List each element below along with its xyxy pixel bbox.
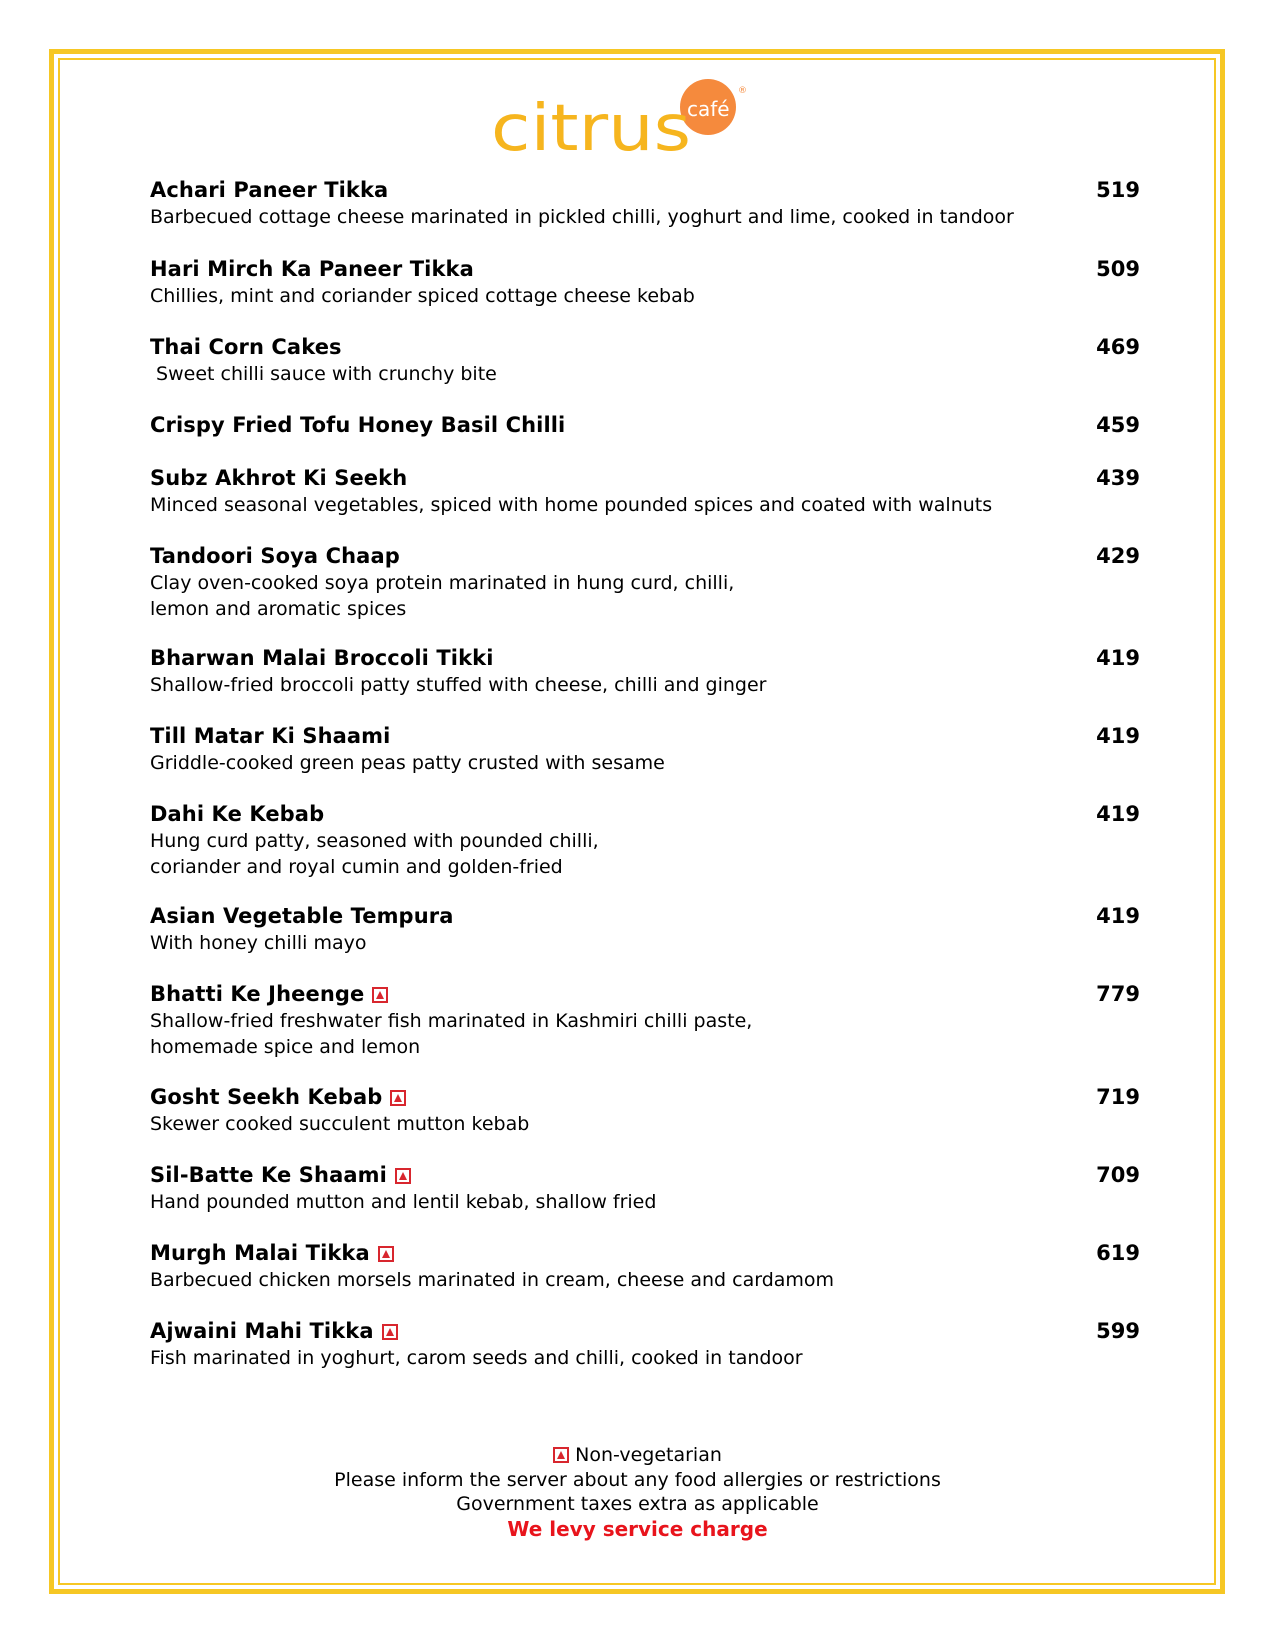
item-description-line: Fish marinated in yoghurt, carom seeds and chilli, cooked in tandoor <box>150 1347 803 1369</box>
item-name-text: Dahi Ke Kebab <box>150 802 325 826</box>
menu-item <box>150 723 1140 776</box>
nonveg-icon <box>378 1246 394 1262</box>
item-name-text: Gosht Seekh Kebab <box>150 1085 383 1109</box>
item-name <box>150 334 1090 361</box>
item-price: 419 <box>1096 646 1140 670</box>
item-name <box>150 465 1090 492</box>
tax-note: Government taxes extra as applicable <box>456 1493 819 1515</box>
item-description <box>150 1111 1090 1137</box>
menu-item <box>150 903 1140 956</box>
item-description <box>150 1008 1090 1060</box>
item-price: 469 <box>1096 335 1140 359</box>
item-price: 419 <box>1096 904 1140 928</box>
legend <box>0 1443 1275 1467</box>
item-name-text: Sil-Batte Ke Shaami <box>150 1163 387 1187</box>
logo-registered-mark: ® <box>738 86 747 96</box>
item-name-text: Hari Mirch Ka Paneer Tikka <box>150 257 474 281</box>
item-description <box>150 492 1090 518</box>
item-price: 709 <box>1096 1163 1140 1187</box>
item-description-line: Barbecued cottage cheese marinated in pickled chilli, yoghurt and lime, cooked in tandoor <box>150 206 1014 228</box>
service-charge-note: We levy service charge <box>507 1517 768 1541</box>
item-name <box>150 1084 1090 1111</box>
menu-item <box>150 256 1140 309</box>
item-name-text: Bharwan Malai Broccoli Tikki <box>150 646 494 670</box>
item-price: 509 <box>1096 257 1140 281</box>
item-name-text: Subz Akhrot Ki Seekh <box>150 466 408 490</box>
item-name-text: Till Matar Ki Shaami <box>150 724 391 748</box>
item-name-text: Asian Vegetable Tempura <box>150 904 454 928</box>
item-description-line: Barbecued chicken morsels marinated in cream, cheese and cardamom <box>150 1269 835 1291</box>
nonveg-icon <box>553 1447 569 1463</box>
menu-item <box>150 334 1140 387</box>
item-description-line: Shallow-fried broccoli patty stuffed with cheese, chilli and ginger <box>150 674 767 696</box>
item-name <box>150 801 1090 828</box>
item-description <box>150 672 1090 698</box>
logo-badge-text: café <box>687 97 730 121</box>
item-description <box>150 750 1090 776</box>
item-description <box>150 204 1090 230</box>
item-description <box>150 930 1090 956</box>
item-description-line: coriander and royal cumin and golden-fried <box>150 856 563 878</box>
item-price: 619 <box>1096 1241 1140 1265</box>
item-price: 779 <box>1096 982 1140 1006</box>
menu-item <box>150 1084 1140 1137</box>
item-price: 419 <box>1096 724 1140 748</box>
item-name-text: Achari Paneer Tikka <box>150 178 389 202</box>
item-description-line: Skewer cooked succulent mutton kebab <box>150 1113 530 1135</box>
item-description-line: homemade spice and lemon <box>150 1036 421 1058</box>
item-name-text: Ajwaini Mahi Tikka <box>150 1319 374 1343</box>
item-name <box>150 412 1090 439</box>
item-price: 719 <box>1096 1085 1140 1109</box>
item-name <box>150 981 1090 1008</box>
item-description-line: Sweet chilli sauce with crunchy bite <box>150 363 497 385</box>
menu-item <box>150 412 1140 439</box>
item-name <box>150 543 1090 570</box>
nonveg-icon <box>395 1168 411 1184</box>
item-price: 429 <box>1096 544 1140 568</box>
item-price: 419 <box>1096 802 1140 826</box>
menu-item <box>150 981 1140 1060</box>
item-description-line: With honey chilli mayo <box>150 932 367 954</box>
item-price: 439 <box>1096 466 1140 490</box>
item-price: 459 <box>1096 413 1140 437</box>
legend-label: Non-vegetarian <box>575 1444 722 1466</box>
item-name-text: Crispy Fried Tofu Honey Basil Chilli <box>150 413 566 437</box>
allergy-note: Please inform the server about any food allergies or restrictions <box>334 1469 941 1491</box>
item-name <box>150 256 1090 283</box>
item-description-line: Chillies, mint and coriander spiced cottage cheese kebab <box>150 285 695 307</box>
citrus-cafe-logo <box>491 72 765 172</box>
menu-item <box>150 1318 1140 1371</box>
item-price: 519 <box>1096 178 1140 202</box>
item-description <box>150 570 1090 622</box>
item-price: 599 <box>1096 1319 1140 1343</box>
nonveg-icon <box>372 987 388 1003</box>
item-description-line: Hung curd patty, seasoned with pounded chilli, <box>150 830 599 852</box>
item-description <box>150 1189 1090 1215</box>
menu-item <box>150 645 1140 698</box>
item-name-text: Tandoori Soya Chaap <box>150 544 400 568</box>
item-name <box>150 903 1090 930</box>
item-name-text: Thai Corn Cakes <box>150 335 342 359</box>
item-name <box>150 723 1090 750</box>
item-description-line: Clay oven-cooked soya protein marinated in hung curd, chilli, <box>150 572 735 594</box>
item-description <box>150 1267 1090 1293</box>
item-description-line: Shallow-fried freshwater fish marinated in Kashmiri chilli paste, <box>150 1010 753 1032</box>
item-description-line: Minced seasonal vegetables, spiced with home pounded spices and coated with walnuts <box>150 494 993 516</box>
menu-item <box>150 1240 1140 1293</box>
nonveg-icon <box>382 1324 398 1340</box>
item-description-line: Griddle-cooked green peas patty crusted with sesame <box>150 752 665 774</box>
menu-item <box>150 1162 1140 1215</box>
nonveg-icon <box>390 1090 406 1106</box>
item-description <box>150 361 1090 387</box>
item-name-text: Murgh Malai Tikka <box>150 1241 370 1265</box>
logo-wordmark: citrus <box>491 92 691 166</box>
menu-item <box>150 465 1140 518</box>
item-name <box>150 1318 1090 1345</box>
item-description <box>150 1345 1090 1371</box>
item-description <box>150 828 1090 880</box>
item-name <box>150 177 1090 204</box>
item-name <box>150 1240 1090 1267</box>
item-description-line: lemon and aromatic spices <box>150 598 407 620</box>
item-name <box>150 645 1090 672</box>
item-description-line: Hand pounded mutton and lentil kebab, shallow fried <box>150 1191 657 1213</box>
item-name <box>150 1162 1090 1189</box>
item-name-text: Bhatti Ke Jheenge <box>150 982 365 1006</box>
menu-item <box>150 801 1140 880</box>
item-description <box>150 283 1090 309</box>
menu-item <box>150 543 1140 622</box>
menu-item <box>150 177 1140 230</box>
